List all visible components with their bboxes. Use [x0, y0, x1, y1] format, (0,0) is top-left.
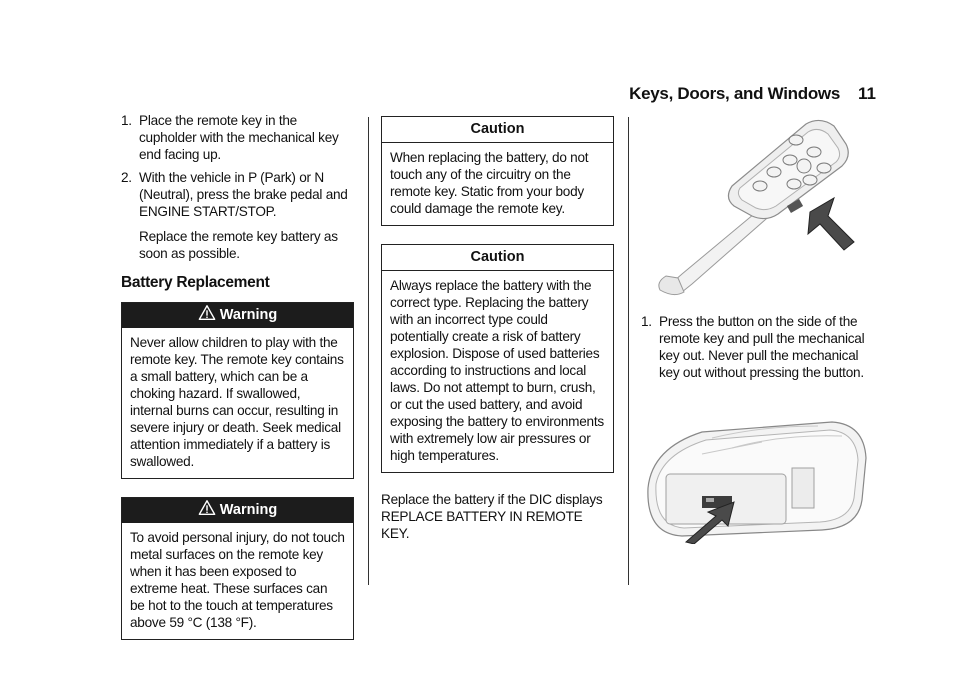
warning-text: To avoid personal injury, do not touch metal surfaces on the remote key when it has been exposed to extreme heat. These surfaces can be hot to the touch at temperatures above 59 °C (138 °F).	[130, 530, 345, 630]
section-title: Battery Replacement	[121, 274, 270, 291]
column-2	[381, 116, 614, 542]
section-header-title: Keys, Doors, and Windows	[629, 84, 840, 103]
remote-key-illustration	[648, 116, 858, 300]
warning-icon	[198, 499, 216, 517]
list-item	[121, 112, 354, 163]
warning-header	[122, 498, 353, 523]
caution-box	[381, 244, 614, 473]
caution-header: Caution	[382, 245, 613, 271]
warning-box	[121, 302, 354, 479]
caution-text: When replacing the battery, do not touch any of the circuitry on the remote key. Static from your body could damage the remote key.	[390, 150, 589, 216]
warning-label: Warning	[219, 307, 278, 323]
warning-text: Never allow children to play with the remote key. The remote key contains a small battery, which can be a choking hazard. If swallowed, internal burns can occur, resulting in severe injury or death. Seek medical attention immediately if a battery is swallowed.	[130, 335, 344, 469]
list-item	[641, 313, 881, 381]
caution-text: Always replace the battery with the correct type. Replacing the battery with an incorrect type could potentially create a risk of battery explosion. Dispose of used batteries according to instructions and local laws. Do not attempt to burn, crush, or cut the used battery, and avoid exposing the battery to environments with extremely low air pressures or high temperatures.	[390, 278, 604, 463]
column-divider	[368, 117, 369, 585]
page-header	[0, 84, 960, 108]
battery-door-illustration	[642, 418, 870, 544]
warning-box	[121, 497, 354, 640]
column-1	[121, 112, 354, 658]
step-number: 2.	[121, 170, 132, 185]
warning-icon	[198, 304, 216, 322]
page-number: 11	[858, 84, 876, 103]
step-number: 1.	[121, 113, 132, 128]
caution-header: Caution	[382, 117, 613, 143]
step-number: 1.	[641, 314, 652, 329]
caution-box	[381, 116, 614, 226]
step-text: Place the remote key in the cupholder with the mechanical key end facing up.	[139, 113, 339, 162]
warning-header	[122, 303, 353, 328]
warning-label: Warning	[219, 502, 278, 518]
step-text: Press the button on the side of the remote key and pull the mechanical key out. Never pull the mechanical key out without pressing the button.	[659, 314, 865, 380]
body-paragraph: Replace the battery if the DIC displays REPLACE BATTERY IN REMOTE KEY.	[381, 492, 603, 541]
column-divider	[628, 117, 629, 585]
list-item	[121, 169, 354, 262]
step-text: With the vehicle in P (Park) or N (Neutral), press the brake pedal and ENGINE START/STOP.	[139, 170, 348, 219]
step-subtext: Replace the remote key battery as soon as possible.	[139, 229, 338, 261]
column-3	[641, 313, 881, 387]
